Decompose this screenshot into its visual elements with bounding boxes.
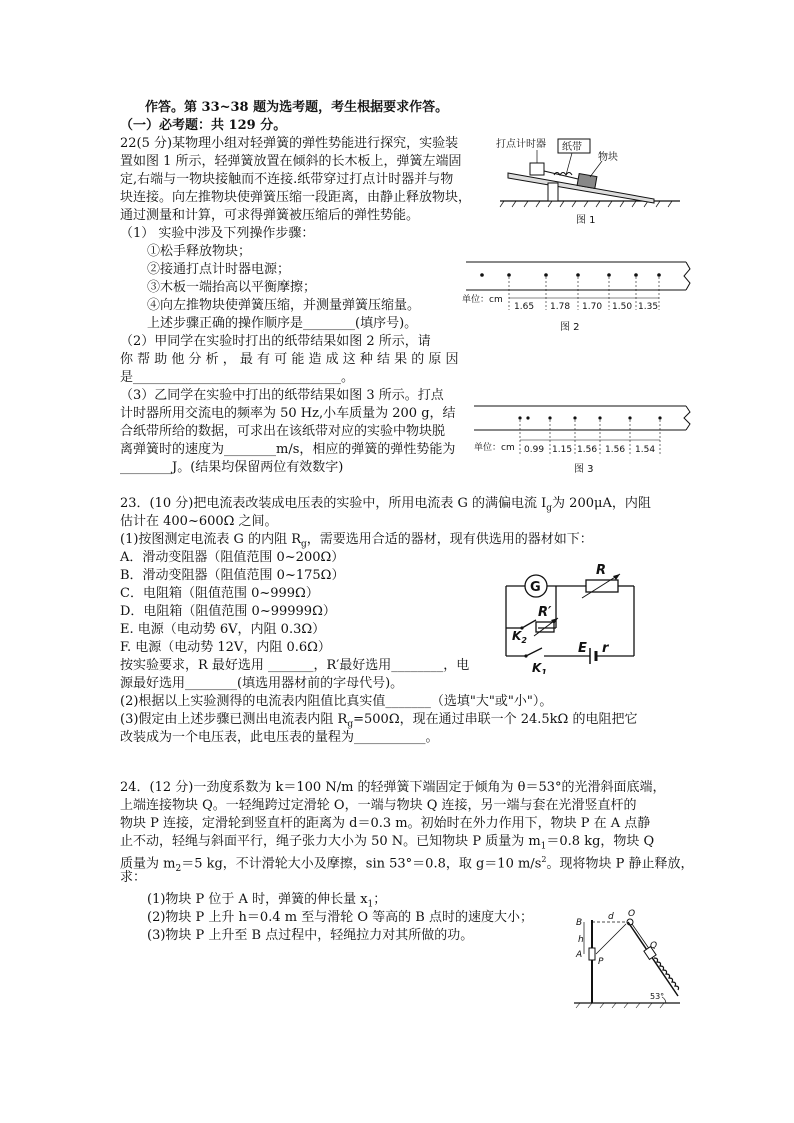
subscript: g [546, 503, 553, 514]
q24-line [120, 851, 693, 878]
q22-line: （3）乙同学在实验中打出的纸带结果如图 3 所示。打点 [120, 388, 444, 403]
section-title: （一）必考题：共 129 分。 [120, 118, 287, 133]
q23-text: (3)假定由上述步骤已测出电流表内阻 R [120, 712, 348, 727]
q23-option: C．电阻箱（阻值范围 0~999Ω） [120, 586, 319, 601]
label-b: B [576, 918, 583, 928]
circuit-figure [496, 556, 646, 674]
label-h: h [578, 935, 584, 945]
figure-3 [470, 400, 700, 480]
fig2-value: 1.50 [612, 302, 633, 312]
superscript: 2 [541, 855, 547, 864]
q24-text: ＝0.8 kg，物块 Q [546, 834, 655, 849]
switch-k2-label: $K_2$ [512, 629, 527, 645]
q23-text: =500Ω，现在通过串联一个 24.5kΩ 的电阻把它 [353, 712, 638, 727]
q23-line: 按实验要求，R 最好选用 _______，R′最好选用________，电 [120, 658, 470, 673]
q22-line: 离弹簧时的速度为________m/s，相应的弹簧的弹性势能为 [120, 442, 456, 457]
q24-line: 求： [120, 870, 147, 885]
label-o: O [628, 909, 636, 919]
emf-label: E [578, 641, 587, 656]
incline-pulley-figure [570, 908, 688, 1010]
resistor-rprime-label: R′ [538, 605, 552, 620]
q23-option: A．滑动变阻器（阻值范围 0~200Ω） [120, 550, 345, 565]
q22-line: 通过测量和计算，可求得弹簧被压缩后的弹性势能。 [120, 208, 420, 223]
q23-option: F. 电源（电动势 12V，内阻 0.6Ω） [120, 640, 331, 655]
subscript: g [347, 719, 354, 730]
q23-option: D．电阻箱（阻值范围 0~99999Ω） [120, 604, 336, 619]
fig1-tape-label: 纸带 [562, 142, 582, 153]
q22-line: 你 帮 助 他 分 析 ， 最 有 可 能 造 成 这 种 结 果 的 原 因 [120, 352, 459, 367]
fig3-value: 1.56 [605, 445, 626, 455]
q24-subquestion: (3)物块 P 上升至 B 点过程中，轻绳拉力对其所做的功。 [147, 928, 474, 943]
q23-text: (1)按图测定电流表 G 的内阻 R [120, 532, 301, 547]
label-p: P [598, 957, 604, 967]
q23-text: 23．(10 分)把电流表改装成电压表的实验中，所用电流表 G 的满偏电流 I [120, 496, 547, 511]
fig1-timer-label: 打点计时器 [496, 139, 546, 150]
subscript: 1 [540, 841, 547, 852]
internal-r-label: r [602, 641, 609, 656]
q22-line: 合纸带所给的数据，可求出在该纸带对应的实验中物块脱 [120, 424, 446, 439]
switch-k1-label: $K_1$ [532, 661, 547, 674]
fig2-value: 1.70 [582, 302, 603, 312]
q22-line: 计时器所用交流电的频率为 50 Hz,小车质量为 200 g，结 [120, 406, 456, 421]
q24-text: 质量为 m [120, 856, 176, 872]
q22-step: ②接通打点计时器电源； [147, 262, 291, 277]
q24-text: ； [373, 892, 387, 907]
figure-2 [462, 254, 692, 336]
figure-1 [494, 133, 684, 229]
q22-line: ________J。(结果均保留两位有效数字) [120, 460, 344, 475]
q22-line: 22(5 分)某物理小组对轻弹簧的弹性势能进行探究，实验装 [120, 136, 459, 151]
fig3-unit: 单位：cm [474, 443, 515, 453]
q24-text: ＝5 kg，不计滑轮大小及摩擦，sin 53°＝0.8，取 g＝10 m/s [181, 856, 542, 872]
fig2-value: 1.65 [514, 302, 535, 312]
q22-step: ③木板一端抬高以平衡摩擦； [147, 280, 317, 295]
q23-option: E. 电源（电动势 6V，内阻 0.3Ω） [120, 622, 326, 637]
q24-line: 24．(12 分)一劲度系数为 k＝100 N/m 的轻弹簧下端固定于倾角为 θ＝53°的光滑斜面底端， [120, 780, 666, 795]
q22-step: ①松手释放物块； [147, 244, 252, 259]
label-a: A [576, 950, 583, 960]
q23-option: B．滑动变阻器（阻值范围 0~175Ω） [120, 568, 345, 583]
q24-line: 上端连接物块 Q。一轻绳跨过定滑轮 O，一端与物块 Q 连接，另一端与套在光滑竖直杆的 [120, 798, 637, 813]
q22-line: 定,右端与一物块接触而不连接.纸带穿过打点计时器并与物 [120, 172, 454, 187]
label-q: Q [650, 941, 658, 951]
fig3-value: 1.56 [577, 445, 598, 455]
q22-line: 上述步骤正确的操作顺序是________(填序号)。 [147, 316, 418, 331]
fig2-caption: 图 2 [560, 322, 580, 333]
label-d: d [608, 912, 614, 922]
fig1-caption: 图 1 [576, 215, 596, 226]
q24-text: 止不动，轻绳与斜面平行，绳子张力大小为 50 N。已知物块 P 质量为 m [120, 834, 541, 849]
subscript: 1 [367, 899, 374, 910]
q22-line: （1） 实验中涉及下列操作步骤： [120, 226, 315, 241]
q23-line: 源最好选用________(填选用器材前的字母代号)。 [120, 676, 404, 691]
fig3-value: 0.99 [524, 445, 545, 455]
subscript: 2 [175, 863, 182, 874]
q22-line: 是________________________________。 [120, 370, 355, 385]
resistor-r-label: R [596, 563, 607, 578]
q22-line: （2）甲同学在实验时打出的纸带结果如图 2 所示，请 [120, 334, 431, 349]
subscript: g [301, 539, 307, 550]
q22-step: ④向左推物块使弹簧压缩，并测量弹簧压缩量。 [147, 298, 421, 313]
q24-text: (1)物块 P 位于 A 时，弹簧的伸长量 x [147, 892, 368, 907]
q23-text: ，需要选用合适的器材，现有供选用的器材如下： [306, 532, 593, 547]
label-angle: 53° [650, 992, 665, 1001]
q24-text: 。现将物块 P 静止释放， [546, 856, 694, 872]
fig3-caption: 图 3 [574, 464, 594, 475]
q24-subquestion: (2)物块 P 上升 h＝0.4 m 至与滑轮 O 等高的 B 点时的速度大小； [147, 910, 533, 925]
fig1-block-label: 物块 [598, 152, 618, 163]
fig2-value: 1.35 [638, 302, 659, 312]
q23-text: 为 200μA，内阻 [552, 496, 651, 511]
fig2-unit: 单位：cm [462, 295, 503, 305]
q22-line: 块连接。向左推物块使弹簧压缩一段距离，由静止释放物块， [120, 190, 472, 205]
q23-line: 估计在 400~600Ω 之间。 [120, 514, 278, 529]
q23-line: (2)根据以上实验测得的电流表内阻值比真实值_______（选填"大"或"小"）。 [120, 694, 553, 709]
galvanometer-label: G [530, 580, 541, 595]
section-instruction: 作答。第 33~38 题为选考题，考生根据要求作答。 [145, 100, 449, 115]
q22-line: 置如图 1 所示，轻弹簧放置在倾斜的长木板上，弹簧左端固 [120, 154, 462, 169]
fig3-value: 1.54 [635, 445, 656, 455]
fig2-value: 1.78 [550, 302, 571, 312]
q24-line: 物块 P 连接，定滑轮到竖直杆的距离为 d＝0.3 m。初始时在外力作用下，物块 P 在 A 点静 [120, 816, 651, 831]
q23-line: 改装成为一个电压表，此电压表的量程为___________。 [120, 730, 439, 745]
fig3-value: 1.15 [552, 445, 573, 455]
